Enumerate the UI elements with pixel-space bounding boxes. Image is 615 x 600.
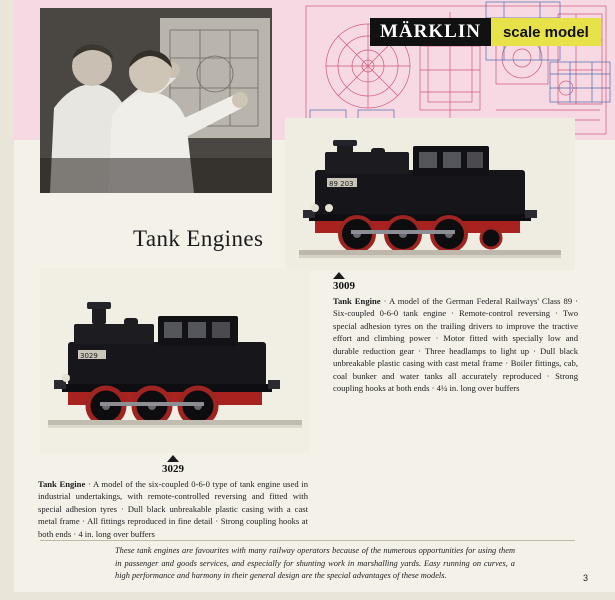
footer-note: These tank engines are favourites with many railway operators because of the numerous opportunities for using them in passenger and goods services, and especially for shunting work in marshalling yards. Easy running on curves, a high performance and harmony in their general design are the special advantages of these models. <box>115 546 515 581</box>
caption-3009 <box>333 272 578 395</box>
page-title: Tank Engines <box>133 226 264 251</box>
item-number-3009: 3009 <box>333 280 355 292</box>
brand-tagline: scale model <box>491 18 601 46</box>
item-lead-3009: Tank Engine <box>333 296 381 306</box>
brand-name: MÄRKLIN <box>370 18 491 46</box>
svg-text:3029: 3029 <box>80 352 98 360</box>
item-lead-3029: Tank Engine <box>38 479 86 489</box>
item-body-3009: · A model of the German Federal Railways' Class 89 · Six-coupled 0-6-0 tank engine · Remote-control reversing · Two special adhesion tyres on the trailing drivers to improve the tractive effort and climbing power · Motor fitted with specially low and durable reduction gear · Three headlamps to light up · Dull black unbreakable plastic casing with cast metal frame · Boiler fittings, cab, coal bunker and water tanks all accurately reproduced · Strong coupling hooks at both ends · 4¼ in. long over buffers <box>333 296 578 394</box>
item-description-3009 <box>333 295 578 395</box>
svg-text:89 203: 89 203 <box>329 180 354 188</box>
locomotive-photo-3029 <box>40 268 310 453</box>
page-edge-left <box>0 0 14 600</box>
page-edge-bottom <box>0 592 615 600</box>
page-number: 3 <box>583 573 589 583</box>
item-body-3029: · A model of the six-coupled 0-6-0 type of tank engine used in industrial undertakings, with remote-controlled reversing and fitted with special adhesion tyres · Dull black unbreakable plastic casing with a cast metal frame · All fittings reproduced in fine detail · Strong coupling hooks at both ends · 4 in. long over buffers <box>38 479 308 539</box>
workshop-photo <box>40 8 272 193</box>
footer-divider <box>40 540 575 541</box>
item-description-3029 <box>38 478 308 540</box>
caption-3029 <box>38 455 308 540</box>
triangle-marker-icon <box>167 455 179 462</box>
brand-logo <box>370 18 601 46</box>
triangle-marker-icon <box>333 272 345 279</box>
item-number-3029: 3029 <box>162 463 184 475</box>
locomotive-photo-3009 <box>285 118 575 270</box>
